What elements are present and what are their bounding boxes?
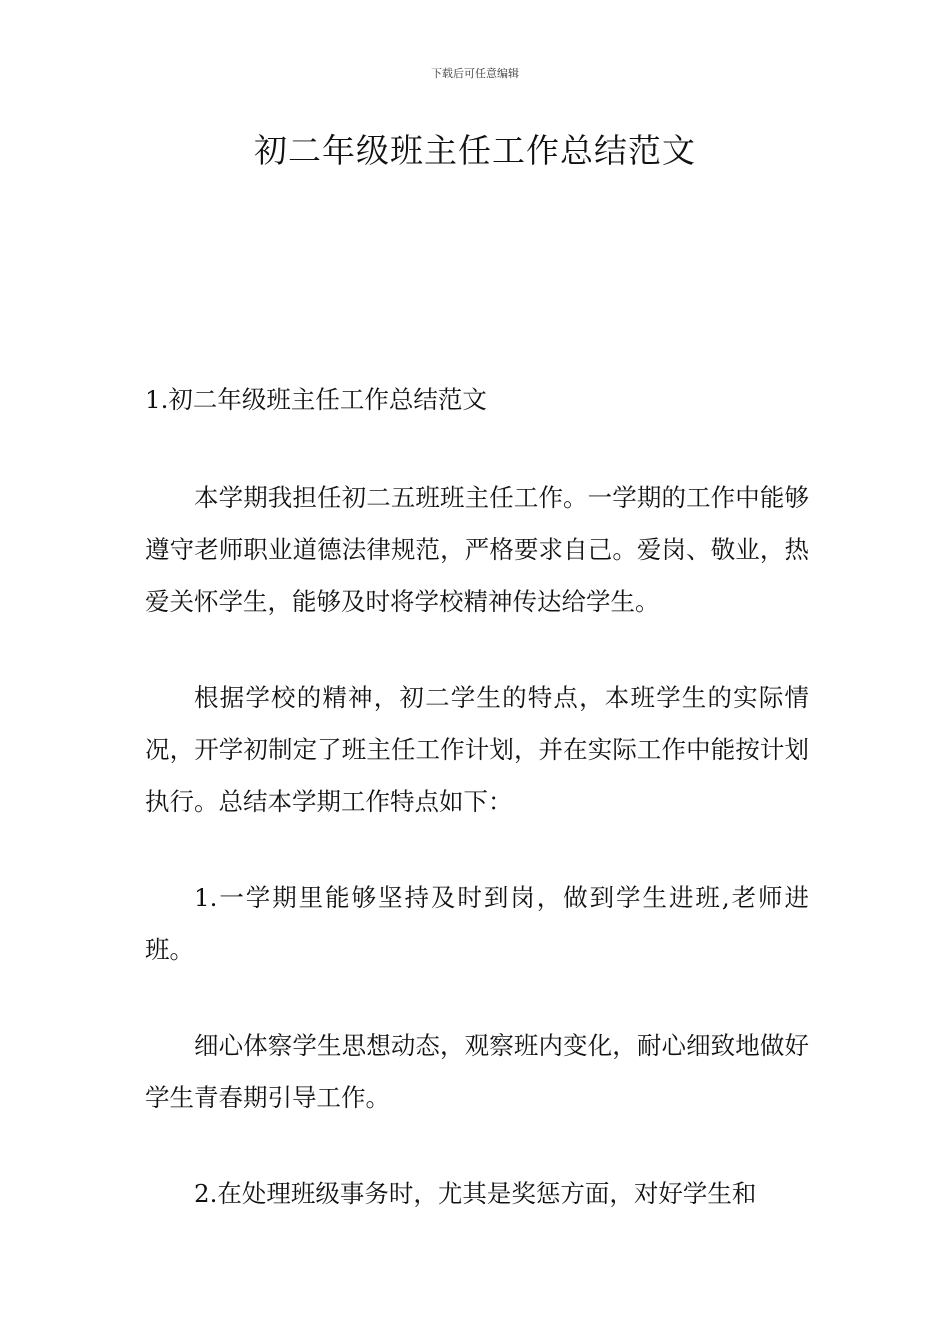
body-paragraph-1: 本学期我担任初二五班班主任工作。一学期的工作中能够遵守老师职业道德法律规范，严格要求自己。爱岗、敬业，热爱关怀学生，能够及时将学校精神传达给学生。 [145, 483, 809, 616]
body-paragraph-3: 1.一学期里能够坚持及时到岗，做到学生进班,老师进班。 [145, 883, 809, 964]
body-paragraph-4: 细心体察学生思想动态，观察班内变化，耐心细致地做好学生青春期引导工作。 [145, 1031, 809, 1112]
section-heading: 1.初二年级班主任工作总结范文 [145, 385, 487, 414]
document-title: 初二年级班主任工作总结范文 [254, 131, 696, 170]
body-paragraph-2: 根据学校的精神，初二学生的特点，本班学生的实际情况，开学初制定了班主任工作计划，并在实际工作中能按计划执行。总结本学期工作特点如下： [145, 683, 809, 816]
header-note: 下载后可任意编辑 [431, 67, 519, 80]
body-paragraph-5: 2.在处理班级事务时，尤其是奖惩方面，对好学生和 [194, 1179, 757, 1208]
